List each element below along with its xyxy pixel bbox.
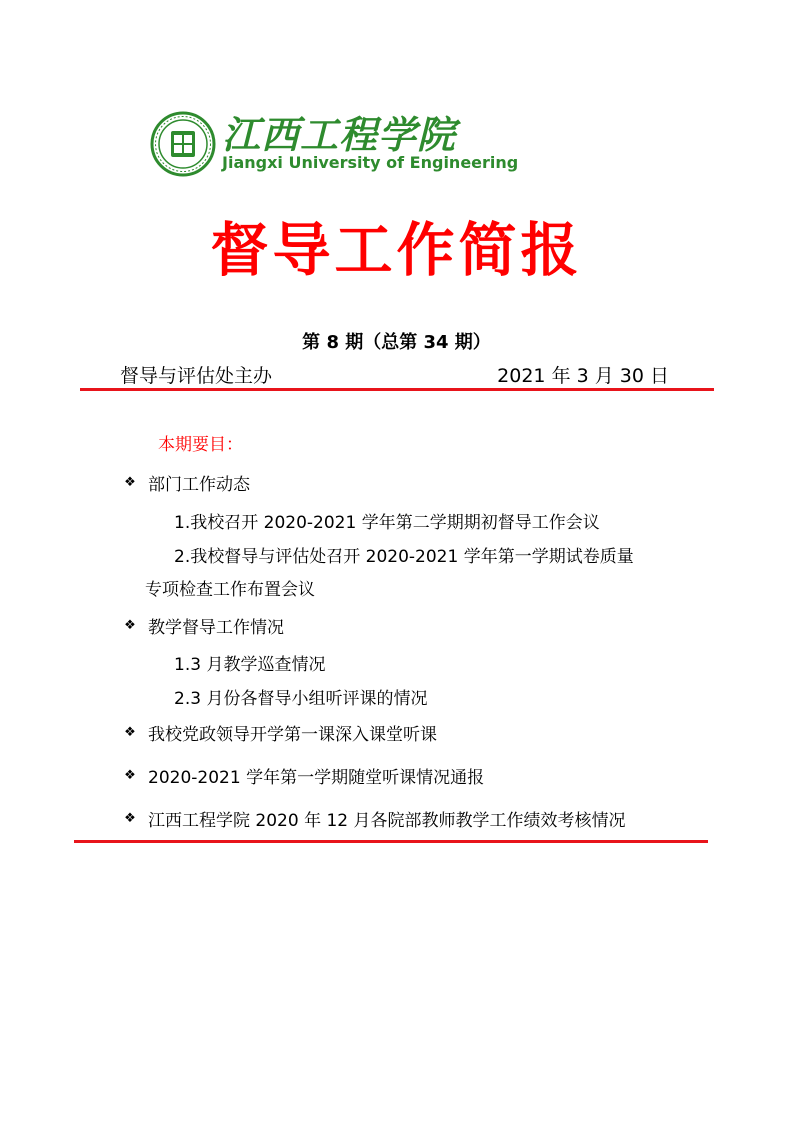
toc-item: 专项检查工作布置会议 xyxy=(145,580,315,600)
organizer: 督导与评估处主办 xyxy=(120,365,273,387)
issue-number: 第 8 期（总第 34 期） xyxy=(302,332,491,353)
diamond-bullet-icon: ❖ xyxy=(124,725,136,740)
bulletin-title: 督导工作简报 xyxy=(210,216,583,284)
university-seal-logo xyxy=(150,111,216,177)
top-divider xyxy=(80,388,714,391)
toc-section-label: 教学督导工作情况 xyxy=(148,618,284,638)
toc-section xyxy=(120,720,437,745)
toc-section-label: 2020-2021 学年第一学期随堂听课情况通报 xyxy=(148,768,485,788)
toc-section xyxy=(120,806,626,831)
bottom-divider xyxy=(74,840,708,843)
toc-section-label: 部门工作动态 xyxy=(148,475,250,495)
diamond-bullet-icon: ❖ xyxy=(124,768,136,783)
toc-section xyxy=(120,763,484,788)
toc-section-label: 江西工程学院 2020 年 12 月各院部教师教学工作绩效考核情况 xyxy=(148,811,626,831)
toc-item: 1.3 月教学巡查情况 xyxy=(174,655,326,675)
toc-section xyxy=(120,613,284,638)
toc-heading: 本期要目： xyxy=(158,435,243,455)
toc-section xyxy=(120,470,250,495)
toc-section-label: 我校党政领导开学第一课深入课堂听课 xyxy=(148,725,437,745)
toc-item: 2.我校督导与评估处召开 2020-2021 学年第一学期试卷质量 xyxy=(174,547,634,567)
toc-item: 2.3 月份各督导小组听评课的情况 xyxy=(174,689,428,709)
diamond-bullet-icon: ❖ xyxy=(124,618,136,633)
diamond-bullet-icon: ❖ xyxy=(124,811,136,826)
logo-name-chinese: 江西工程学院 xyxy=(222,112,457,157)
toc-item: 1.我校召开 2020-2021 学年第二学期期初督导工作会议 xyxy=(174,513,600,533)
diamond-bullet-icon: ❖ xyxy=(124,475,136,490)
publish-date: 2021 年 3 月 30 日 xyxy=(497,365,669,387)
logo-name-english: Jiangxi University of Engineering xyxy=(222,153,519,172)
